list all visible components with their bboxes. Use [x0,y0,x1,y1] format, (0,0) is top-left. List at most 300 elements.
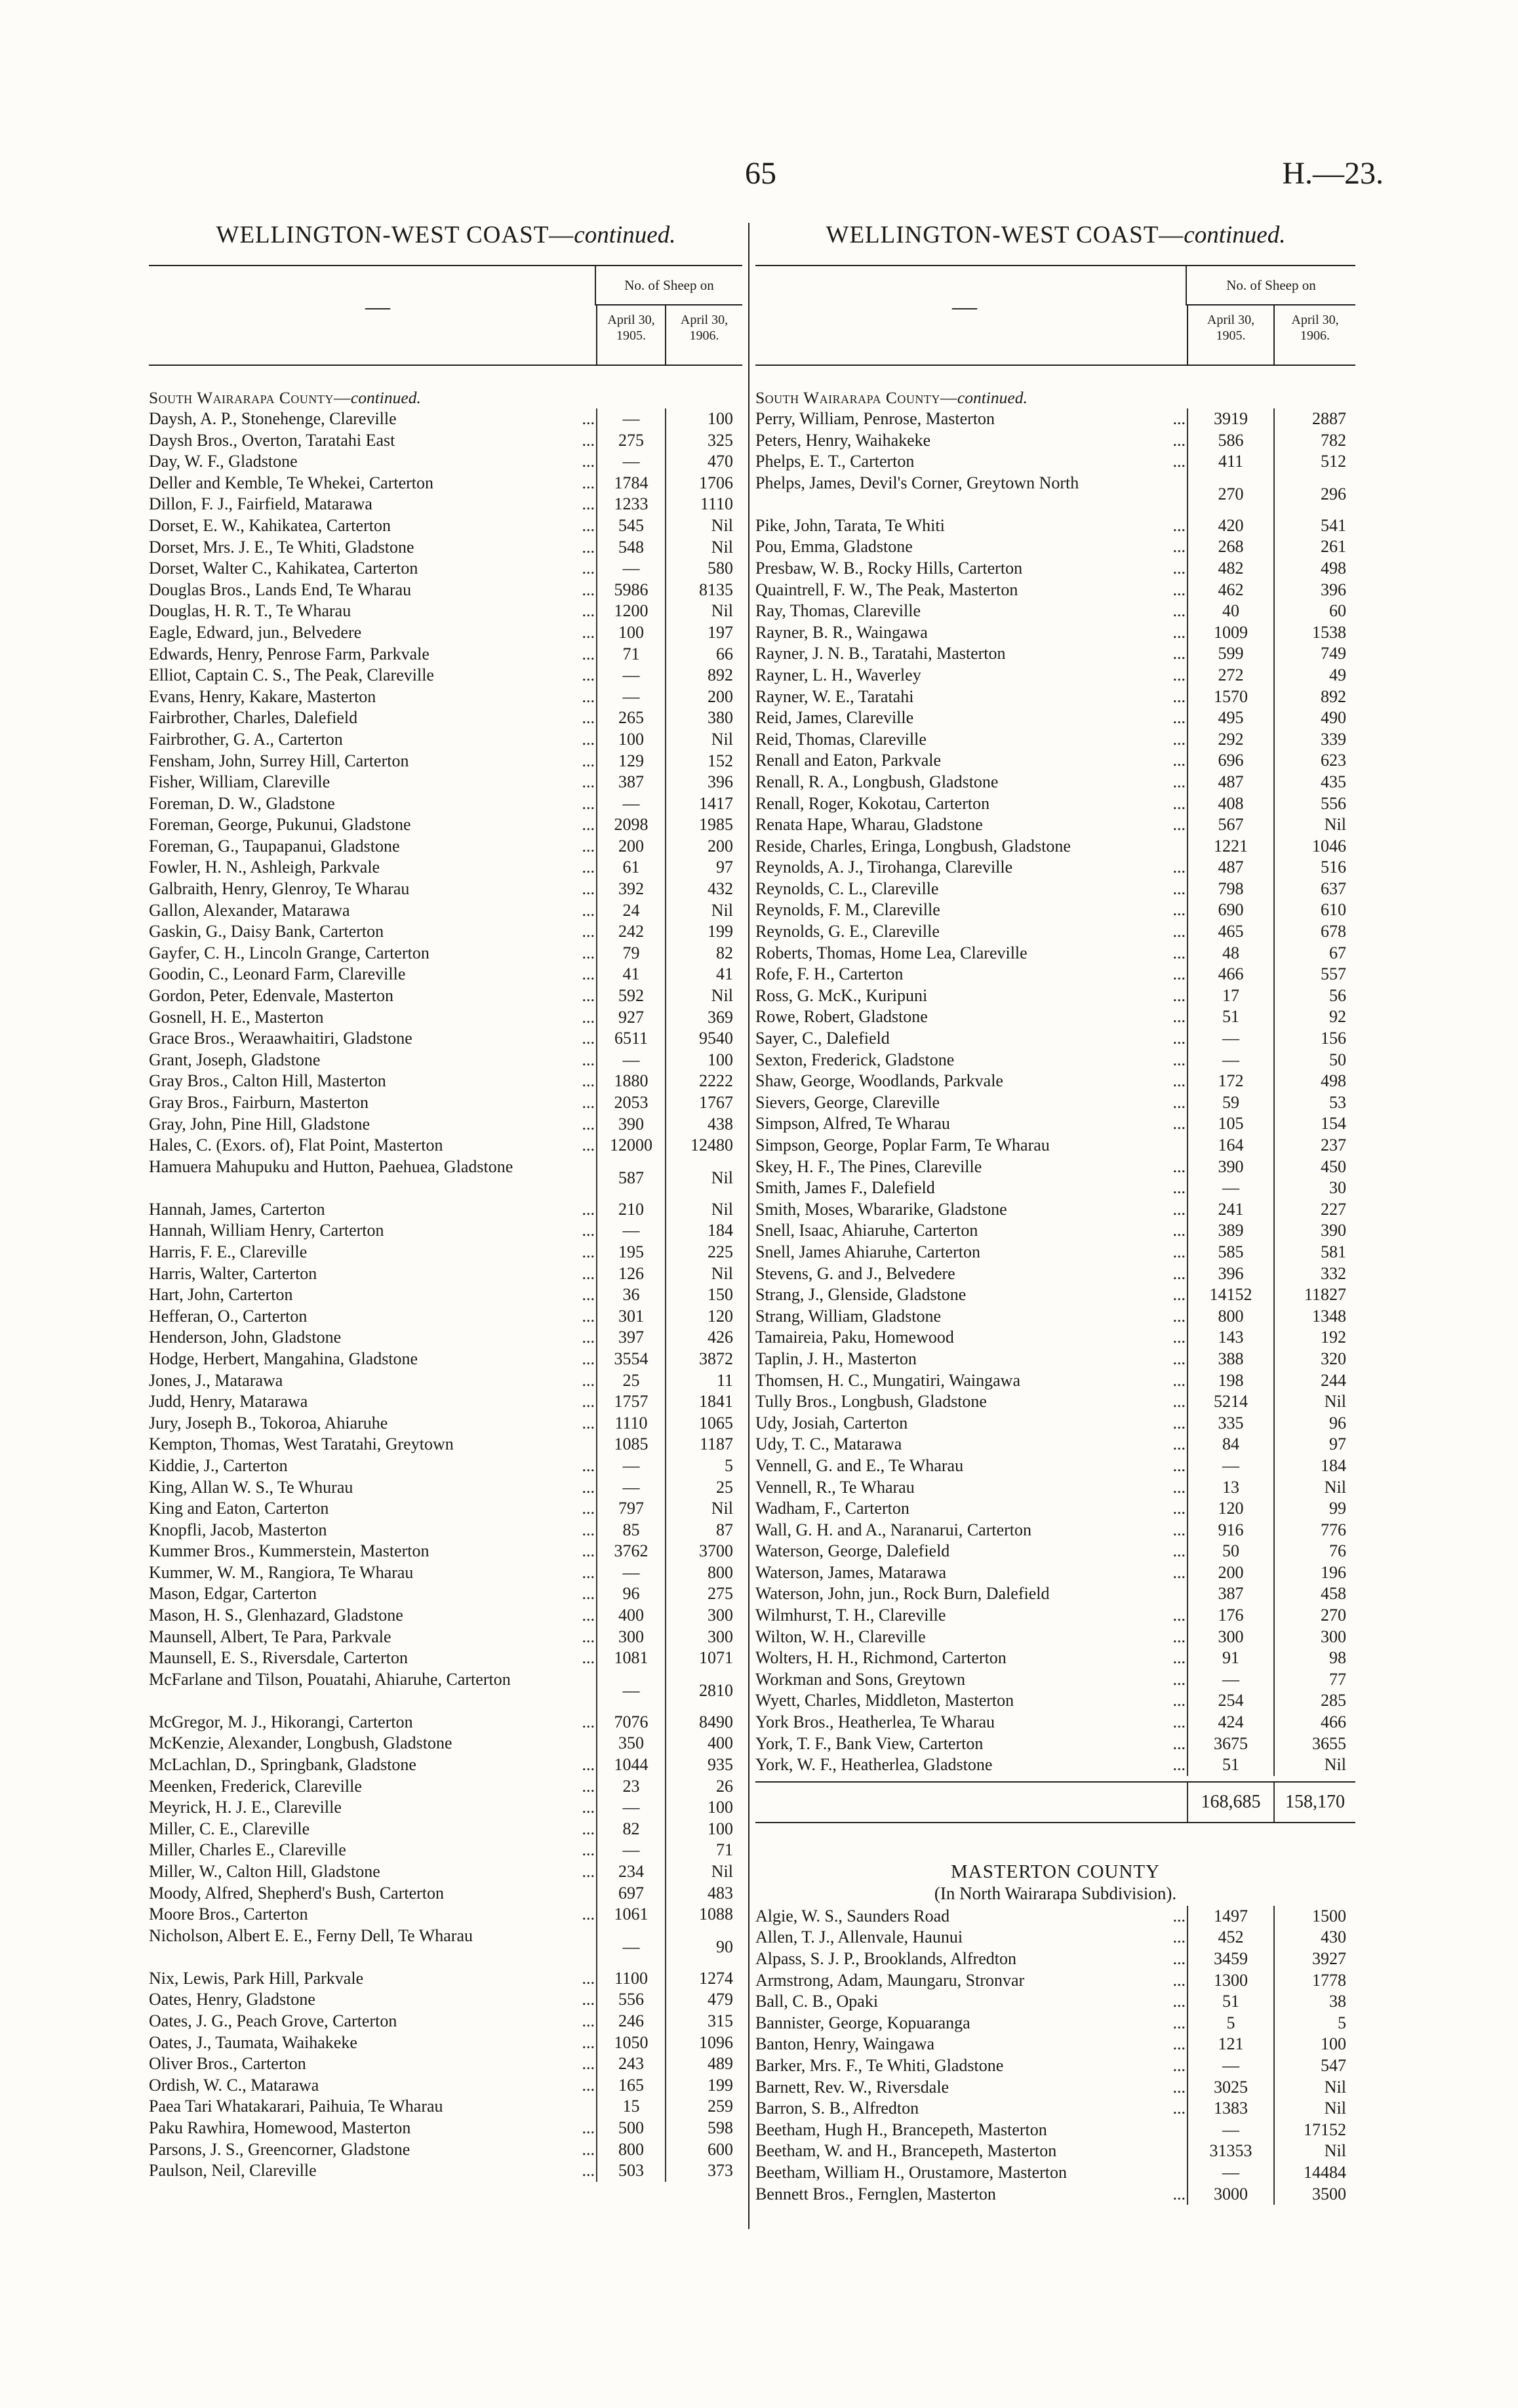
owner-name [149,1114,596,1135]
owner-name-text: Fairbrother, Charles, Dalefield [149,708,358,728]
owner-name-text: Taplin, J. H., Masterton [755,1349,917,1368]
sheep-1906: 152 [665,751,742,772]
owner-name-text: Presbaw, W. B., Rocky Hills, Carterton [755,558,1023,578]
owner-name-text: Gayfer, C. H., Lincoln Grange, Carterton [149,943,429,962]
table-row [755,1754,1355,1776]
table-row [149,1754,742,1776]
owner-name-text: Rofe, F. H., Carterton [755,964,904,984]
owner-name [149,1754,596,1776]
owner-name [149,473,596,494]
sheep-1906: Nil [1273,1391,1355,1413]
owner-name [149,1455,596,1477]
leader-dots: ... [588,943,595,964]
table-row [149,1135,742,1156]
sheep-1906: 556 [1273,793,1355,815]
sheep-1906: 87 [665,1520,742,1541]
sheep-1906: Nil [665,1498,742,1520]
owner-name-text: Grace Bros., Weraawhaitiri, Gladstone [149,1029,412,1048]
table-row [149,1904,742,1925]
sheep-1906: 1767 [665,1092,742,1114]
owner-name [755,2077,1187,2099]
sheep-1905: 13 [1187,1477,1273,1499]
leader-dots: ... [1178,451,1186,473]
sheep-1906: 1110 [665,494,742,515]
table-row [755,2098,1355,2120]
table-row [755,1455,1355,1477]
sheep-1905: — [1187,1050,1273,1071]
owner-name-text: Sievers, George, Clareville [755,1092,940,1112]
sheep-1906: 450 [1273,1156,1355,1178]
table-row [149,857,742,878]
sheep-1905: 143 [1187,1327,1273,1349]
sheep-1906: 184 [665,1220,742,1242]
leader-dots: ... [1178,2055,1186,2077]
table-row [149,644,742,665]
sheep-1905: — [1187,2055,1273,2077]
sheep-1905: 51 [1187,1006,1273,1028]
owner-name-text: Rayner, W. E., Taratahi [755,686,914,706]
sheep-1906: Nil [665,729,742,751]
owner-name [149,1391,596,1413]
sheep-1906: 12480 [665,1135,742,1156]
sheep-1906: 92 [1273,1006,1355,1028]
sheep-1905: 51 [1187,1991,1273,2013]
owner-name [755,750,1187,772]
leader-dots: ... [588,1370,595,1392]
right-rows [755,408,1355,1776]
leader-dots: ... [1178,1050,1186,1071]
sheep-1905: 599 [1187,643,1273,665]
left-rows [149,408,742,2182]
leader-dots: ... [1178,985,1186,1007]
sheep-1906: 1071 [665,1648,742,1669]
leader-dots: ... [588,814,595,836]
owner-name [149,2096,596,2118]
table-row [755,1092,1355,1114]
left-title-italic: continued. [574,222,676,248]
owner-name-text: Wilton, W. H., Clareville [755,1627,926,1646]
owner-name-text: Dorset, Mrs. J. E., Te Whiti, Gladstone [149,537,414,557]
table-row [149,1605,742,1627]
owner-name-text: Barker, Mrs. F., Te Whiti, Gladstone [755,2055,1004,2075]
table-row [149,836,742,858]
right-col2-line2: 1906. [1300,328,1330,343]
leader-dots: ... [588,430,595,452]
sheep-1906: 1706 [665,473,742,494]
owner-name-text: Day, W. F., Gladstone [149,452,298,471]
sheep-1905: 6511 [596,1028,665,1050]
sheep-1905: 79 [596,943,665,964]
leader-dots: ... [1178,814,1186,836]
sheep-1906: Nil [665,601,742,622]
sheep-1906: 184 [1273,1455,1355,1477]
sheep-1906: 1046 [1273,836,1355,858]
leader-dots: ... [588,1861,595,1883]
owner-name-text: Oates, J., Taumata, Waihakeke [149,2032,357,2052]
owner-name-text: Hamuera Mahupuku and Hutton, Paehuea, Gladstone [149,1156,513,1176]
owner-name-text: McFarlane and Tilson, Pouatahi, Ahiaruhe, Carterton [149,1669,511,1689]
owner-name [755,772,1187,793]
sheep-1906: 100 [665,1050,742,1071]
leader-dots: ... [588,1541,595,1562]
owner-name [755,1906,1187,1927]
leader-dots: ... [588,665,595,686]
table-row [149,622,742,644]
right-title-text: WELLINGTON-WEST COAST— [826,222,1184,248]
sheep-1906: 66 [665,644,742,665]
owner-name [149,985,596,1007]
sheep-1905: 14152 [1187,1284,1273,1306]
owner-name [755,1477,1187,1499]
owner-name [755,964,1187,985]
sheep-1905: 1221 [1187,836,1273,858]
owner-name [755,1177,1187,1199]
sheep-1906: 430 [1273,1927,1355,1948]
sheep-1906: Nil [1273,2077,1355,2099]
owner-name-text: Jury, Joseph B., Tokoroa, Ahiaruhe [149,1413,388,1432]
table-row [755,1733,1355,1755]
owner-name-text: Harris, F. E., Clareville [149,1242,308,1261]
sheep-1906: 598 [665,2118,742,2139]
table-row [755,1712,1355,1733]
sheep-1905: 1009 [1187,622,1273,644]
leader-dots: ... [588,686,595,708]
sheep-1905: 82 [596,1819,665,1840]
right-col1-line1: April 30, [1207,313,1255,327]
total-label-spacer [755,1783,1187,1822]
sheep-1906: 489 [665,2053,742,2075]
leader-dots: ... [588,580,595,601]
owner-name-text: Armstrong, Adam, Maungaru, Stronvar [755,1970,1025,1990]
sheep-1906: Nil [665,515,742,537]
sheep-1905: 5 [1187,2013,1273,2034]
owner-name-text: Skey, H. F., The Pines, Clareville [755,1156,982,1176]
table-row [755,1669,1355,1691]
sheep-1905: — [596,1562,665,1584]
sheep-1905: 1100 [596,1968,665,1990]
sheep-1905: 210 [596,1199,665,1221]
owner-name-text: Rayner, L. H., Waverley [755,665,921,684]
leader-dots: ... [588,1391,595,1413]
owner-name-text: Paulson, Neil, Clareville [149,2161,317,2181]
sheep-1905: 500 [596,2118,665,2139]
sheep-1906: 3500 [1273,2184,1355,2205]
total-1905: 168,685 [1187,1783,1273,1822]
owner-name [149,1583,596,1605]
owner-name [755,2141,1187,2162]
sheep-1905: 301 [596,1306,665,1328]
table-row [149,2075,742,2097]
leader-dots: ... [588,408,595,430]
sheep-1906: 325 [665,430,742,452]
owner-name [149,751,596,772]
sheep-1906: Nil [665,900,742,922]
owner-name [149,707,596,729]
owner-name-text: Wolters, H. H., Richmond, Carterton [755,1648,1007,1668]
leader-dots: ... [588,878,595,900]
sheep-1905: 3919 [1187,408,1273,430]
sheep-1906: 60 [1273,601,1355,622]
table-row [149,2011,742,2032]
table-row [149,473,742,494]
sheep-1906: 200 [665,836,742,858]
owner-name [755,558,1187,580]
table-row [755,2184,1355,2205]
owner-name [755,1135,1187,1156]
leader-dots: ... [1178,1690,1186,1712]
owner-name [149,665,596,686]
leader-dots: ... [588,1349,595,1370]
owner-name-text: Reynolds, G. E., Clareville [755,922,940,941]
table-row [755,1927,1355,1948]
right-table-header [755,265,1355,366]
sheep-1905: 567 [1187,814,1273,836]
owner-name [149,601,596,622]
sheep-1905: 408 [1187,793,1273,815]
owner-name [755,1391,1187,1413]
owner-name [755,536,1187,558]
sheep-1905: 246 [596,2011,665,2032]
owner-name [149,729,596,751]
table-row [149,1669,742,1712]
owner-name-text: Sayer, C., Dalefield [755,1029,890,1048]
sheep-1905: 1757 [596,1391,665,1413]
sheep-1905: 200 [1187,1562,1273,1584]
leader-dots: ... [1178,1284,1186,1306]
leader-dots: ... [588,900,595,922]
table-row [149,1092,742,1114]
leader-dots: ... [1178,1627,1186,1648]
leader-dots: ... [1178,622,1186,644]
owner-name-text: King and Eaton, Carterton [149,1499,329,1518]
owner-name [755,1199,1187,1221]
left-title-text: WELLINGTON-WEST COAST— [216,222,574,248]
county-total-row [755,1781,1355,1823]
owner-name [149,1861,596,1883]
table-row [149,408,742,430]
owner-name [149,1648,596,1669]
owner-name-text: Roberts, Thomas, Home Lea, Clareville [755,943,1028,962]
leader-dots: ... [588,558,595,580]
owner-name [149,2075,596,2097]
owner-name [149,1156,596,1199]
table-row [755,515,1355,537]
table-row [755,1520,1355,1541]
sheep-1905: 48 [1187,943,1273,964]
sheep-1905: 466 [1187,964,1273,985]
right-group-label: No. of Sheep on [1186,266,1355,306]
table-row [149,1455,742,1477]
left-col2-header [665,306,742,365]
sheep-1905: 2053 [596,1092,665,1114]
sheep-1905: 3762 [596,1541,665,1562]
owner-name-text: Waterson, James, Matarawa [755,1562,947,1582]
leader-dots: ... [1178,707,1186,729]
sheep-1906: 3872 [665,1349,742,1370]
sheep-1906: 227 [1273,1199,1355,1221]
leader-dots: ... [1178,943,1186,964]
leader-dots: ... [1178,1991,1186,2013]
owner-name-text: Ball, C. B., Opaki [755,1992,879,2011]
sheep-1905: 387 [596,772,665,793]
owner-name-text: Stevens, G. and J., Belvedere [755,1263,955,1283]
sheep-1905: 390 [1187,1156,1273,1178]
owner-name [755,665,1187,686]
owner-name-text: Miller, C. E., Clareville [149,1819,310,1838]
table-row [755,580,1355,601]
table-row [149,1583,742,1605]
sheep-1905: — [596,558,665,580]
leader-dots: ... [1178,1927,1186,1948]
owner-name [149,793,596,815]
owner-name [755,814,1187,836]
table-row [149,1648,742,1669]
owner-name-text: Wyett, Charles, Middleton, Masterton [755,1691,1014,1710]
sheep-1905: 3675 [1187,1733,1273,1755]
owner-name-text: Strang, William, Gladstone [755,1306,941,1326]
leader-dots: ... [1178,750,1186,772]
sheep-1906: 426 [665,1327,742,1349]
sheep-1906: 373 [665,2160,742,2182]
sheep-1905: 275 [596,430,665,452]
owner-name-text: Henderson, John, Gladstone [149,1328,342,1347]
sheep-1905: — [596,1669,665,1712]
owner-name-text: Tully Bros., Longbush, Gladstone [755,1392,987,1411]
owner-name-text: Beetham, William H., Orustamore, Masterton [755,2162,1068,2182]
sheep-1905: 85 [596,1520,665,1541]
owner-name [149,900,596,922]
table-row [149,601,742,622]
sheep-1905: 36 [596,1284,665,1306]
sheep-1905: 452 [1187,1927,1273,1948]
owner-name-text: Workman and Sons, Greytown [755,1669,965,1689]
sheep-1905: 120 [1187,1498,1273,1520]
table-row [149,985,742,1007]
owner-name-text: Paea Tari Whatakarari, Paihuia, Te Wharau [149,2097,443,2116]
sheep-1905: 1110 [596,1413,665,1434]
table-row [149,1284,742,1306]
leader-dots: ... [588,537,595,559]
left-column-title [148,221,744,249]
sheep-1905: 265 [596,707,665,729]
owner-name-text: Fensham, John, Surrey Hill, Carterton [149,751,409,770]
leader-dots: ... [1178,665,1186,686]
sheep-1905: — [596,1477,665,1499]
owner-name [755,1712,1187,1733]
sheep-1905: 23 [596,1776,665,1798]
owner-name [149,964,596,985]
owner-name-text: Gosnell, H. E., Masterton [149,1007,324,1027]
sheep-1905: 503 [596,2160,665,2182]
owner-name-text: Perry, William, Penrose, Masterton [755,409,995,428]
sheep-1906: 3655 [1273,1733,1355,1755]
table-row [149,1050,742,1071]
owner-name [149,1349,596,1370]
owner-name-text: Algie, W. S., Saunders Road [755,1906,950,1925]
right-column-title [754,221,1357,249]
sheep-1906: 1417 [665,793,742,815]
owner-name [755,1370,1187,1392]
sheep-1906: 100 [665,1819,742,1840]
table-row [149,2160,742,2182]
owner-name [149,2011,596,2032]
table-row [149,2053,742,2075]
sheep-1906: 100 [1273,2034,1355,2055]
sheep-1906: 479 [665,1989,742,2011]
leader-dots: ... [588,1477,595,1499]
owner-name-text: Maunsell, E. S., Riversdale, Carterton [149,1648,408,1668]
leader-dots: ... [588,1413,595,1434]
left-section-heading [149,387,742,408]
sheep-1905: 424 [1187,1712,1273,1733]
sheep-1905: — [596,451,665,473]
masterton-county-title: MASTERTON COUNTY [950,1861,1161,1882]
owner-name [149,644,596,665]
owner-name-text: Evans, Henry, Kakare, Masterton [149,686,376,706]
table-row [755,943,1355,964]
sheep-1905: 7076 [596,1712,665,1733]
sheep-1906: Nil [665,537,742,559]
sheep-1905: 200 [596,836,665,858]
sheep-1906: 5 [665,1455,742,1477]
leader-dots: ... [588,1135,595,1156]
leader-dots: ... [1178,515,1186,537]
sheep-1906: 1778 [1273,1970,1355,1992]
sheep-1906: 196 [1273,1562,1355,1584]
table-row [755,1156,1355,1178]
owner-name [755,1113,1187,1135]
sheep-1905: 165 [596,2075,665,2097]
table-row [755,1199,1355,1221]
owner-name [149,878,596,900]
sheep-1905: 389 [1187,1220,1273,1242]
owner-name-text: Galbraith, Henry, Glenroy, Te Wharau [149,879,410,899]
table-row [755,772,1355,793]
sheep-1906: 1274 [665,1968,742,1990]
owner-name-text: Reynolds, F. M., Clareville [755,900,940,920]
sheep-1905: 411 [1187,451,1273,473]
owner-name [149,622,596,644]
owner-name [149,2032,596,2054]
leader-dots: ... [1178,1413,1186,1434]
owner-name-text: Paku Rawhira, Homewood, Masterton [149,2118,411,2137]
leader-dots: ... [588,1648,595,1669]
sheep-1905: 91 [1187,1648,1273,1669]
sheep-1906: 396 [665,772,742,793]
leader-dots: ... [588,1797,595,1819]
owner-name-text: Reside, Charles, Eringa, Longbush, Gladstone [755,836,1071,856]
sheep-1906: Nil [665,1199,742,1221]
owner-name-text: York, T. F., Bank View, Carterton [755,1733,984,1753]
table-row [149,1434,742,1455]
right-column [755,265,1355,2205]
sheep-1905: 350 [596,1733,665,1754]
leader-dots: ... [588,1968,595,1990]
table-row [755,1690,1355,1712]
sheep-1906: 50 [1273,1050,1355,1071]
sheep-1905: 292 [1187,729,1273,751]
sheep-1906: 76 [1273,1541,1355,1562]
sheep-1905: — [596,686,665,708]
table-row [149,1968,742,1990]
left-section-italic: continued. [350,388,421,407]
table-row [149,1071,742,1092]
owner-name [755,2120,1187,2141]
owner-name-text: Wadham, F., Carterton [755,1499,909,1518]
owner-name [149,1712,596,1733]
owner-name [149,1199,596,1221]
left-col1-line2: 1905. [616,328,646,343]
